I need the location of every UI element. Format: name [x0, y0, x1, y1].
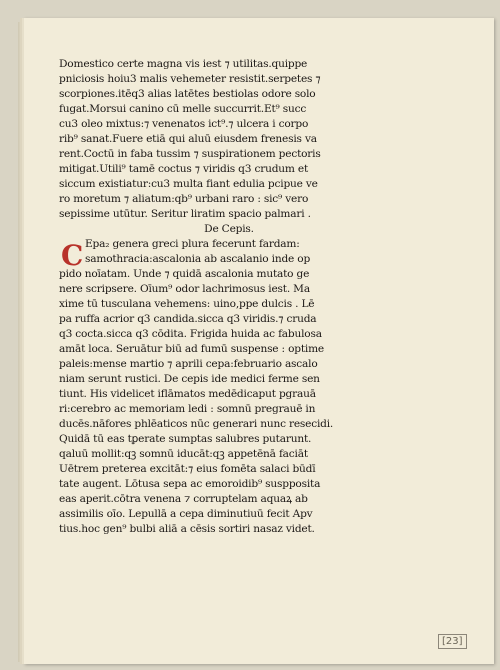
text-line: assimilis oīo. Lepullā a cepa diminutiuū fecit Apv: [59, 508, 313, 520]
text-line: Quidā tū eas tꝑerate sumptas salubres putarunt.: [59, 433, 312, 445]
text-line: scorpiones.itēq3 alias latētes bestiolas odore solo: [59, 88, 316, 100]
text-line: xime tū tusculana vehemens: uino,ppe dulcis . Lē: [59, 298, 315, 310]
text-line: tate augent. Lōtusa sepa ac emoroidib⁹ suspposita: [59, 478, 321, 490]
text-line: siccum existiatur:cu3 multa fiant edulia pcipue ve: [59, 178, 318, 190]
text-line: niam serunt rustici. De cepis ide medici ferme sen: [59, 373, 320, 385]
text-line: Epa₂ genera greci plura fecerunt fardam:: [85, 238, 300, 250]
text-line: ri:cerebro ac memoriam ledi : somnū pregrauē in: [59, 403, 316, 415]
text-line: rent.Coctū in faba tussim ⁊ suspirationem pectoris: [59, 148, 321, 160]
text-line: nere scripsere. Oīum⁹ odor lachrimosus iest. Ma: [59, 283, 310, 295]
text-line: eas aperit.cōtra venena ⁊ corruptelam aquaꝝ ab: [59, 493, 308, 505]
text-line: tiunt. His videlicet iflāmatos medēdicaput pgrauā: [59, 388, 316, 400]
text-line: Domestico certe magna vis iest ⁊ utilitas.quippe: [59, 58, 308, 70]
text-line: paleis:mense martio ⁊ aprili cepa:februario ascalo: [59, 358, 318, 370]
text-line: amāt loca. Seruātur biū ad fumū suspense : optime: [59, 343, 324, 355]
section-heading: De Cepis.: [204, 223, 254, 235]
text-line: mitigat.Utili⁹ tamē coctus ⁊ viridis q3 crudum et: [59, 163, 309, 175]
text-line: ro moretum ⁊ aliatum:qb⁹ urbani raro : sic⁹ vero: [59, 193, 309, 205]
text-line: Uētrem preterea excitāt:⁊ eius fomēta salaci būdī: [59, 463, 316, 475]
text-line: pa ruffa acrior q3 candida.sicca q3 viridis.⁊ cruda: [59, 313, 317, 325]
text-line: qaluū mollit:qꝫ somnū iducāt:qꝫ appetēnā faciāt: [59, 448, 308, 460]
text-line: ducēs.nāfores phlēaticos nūc generari nunc resecidi.: [59, 418, 334, 430]
body-text: [59, 57, 359, 537]
text-line: pido noīatam. Unde ⁊ quidā ascalonia mutato ge: [59, 268, 310, 280]
text-line: fugat.Morsui canino cū melle succurrit.Et⁹ succ: [59, 103, 307, 115]
text-line: pniciosis hoiu3 malis vehemeter resistit.serpetes ⁊: [59, 73, 321, 85]
text-line: tius.hoc gen⁹ bulbi aliā a cēsis sortiri nasaz videt.: [59, 523, 315, 535]
text-line: cu3 oleo mixtus:⁊ venenatos ict⁹.⁊ ulcera i corpo: [59, 118, 309, 130]
page-number: [23]: [438, 634, 467, 649]
text-line: sepissime utūtur. Seritur liratim spacio palmari .: [59, 208, 311, 220]
text-line: samothracia:ascalonia ab ascalanio inde op: [85, 253, 311, 265]
text-line: rib⁹ sanat.Fuere etiā qui aluū eiusdem frenesis va: [59, 133, 317, 145]
decorated-initial: C: [61, 239, 84, 272]
text-line: q3 cocta.sicca q3 cōdita. Frigida huida ac fabulosa: [59, 328, 322, 340]
